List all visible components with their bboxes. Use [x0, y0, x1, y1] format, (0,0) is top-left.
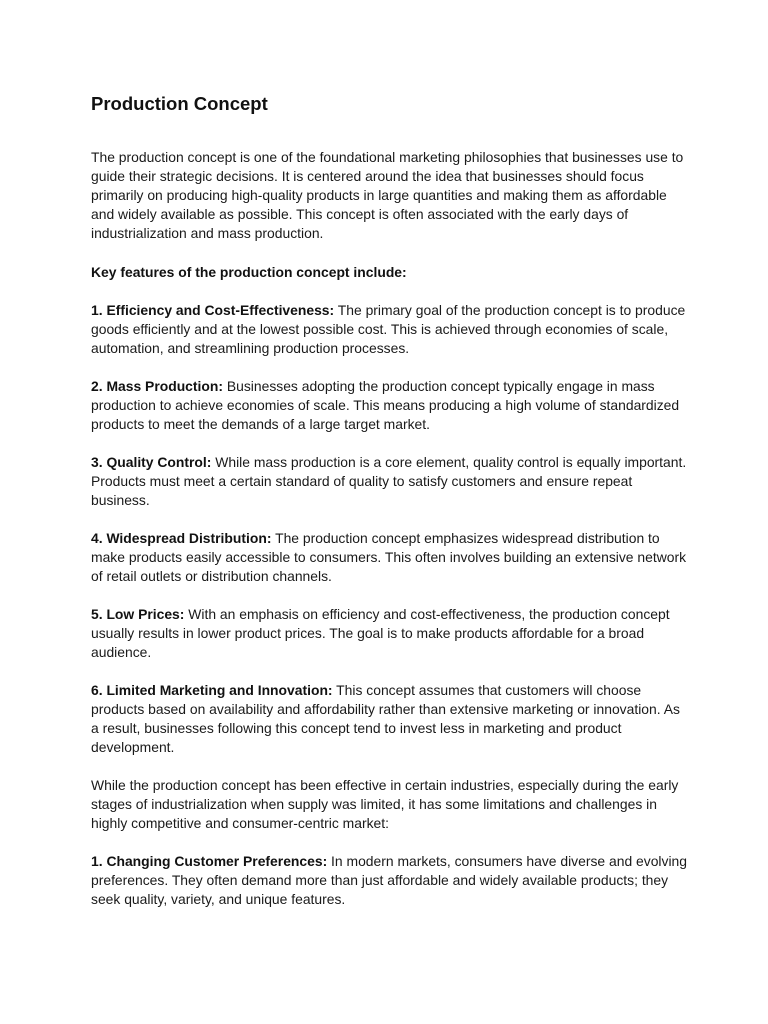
feature-item-efficiency	[91, 301, 688, 358]
feature-text: While mass production is a core element, quality control is equally important. Products must meet a certain standard of quality to satisfy customers and ensure repeat business.	[91, 454, 687, 508]
limitation-text: In modern markets, consumers have diverse and evolving preferences. They often demand more than just affordable and widely available products; they seek quality, variety, and unique features.	[91, 853, 687, 907]
limitations-paragraph: While the production concept has been effective in certain industries, especially during the early stages of industrialization when supply was limited, it has some limitations and challenges in highly competitive and consumer-centric market:	[91, 777, 679, 831]
feature-item-limited-marketing	[91, 681, 688, 757]
feature-text: The primary goal of the production concept is to produce goods efficiently and at the lowest possible cost. This is achieved through economies of scale, automation, and streamlining production processes.	[91, 302, 686, 356]
key-features-heading: Key features of the production concept include:	[91, 264, 407, 280]
feature-label: 2. Mass Production:	[91, 378, 223, 394]
feature-label: 6. Limited Marketing and Innovation:	[91, 682, 333, 698]
feature-label: 4. Widespread Distribution:	[91, 530, 272, 546]
feature-item-distribution	[91, 529, 688, 586]
feature-text: With an emphasis on efficiency and cost-effectiveness, the production concept usually results in lower product prices. The goal is to make products affordable for a broad audience.	[91, 606, 670, 660]
feature-label: 3. Quality Control:	[91, 454, 212, 470]
feature-text: Businesses adopting the production concept typically engage in mass production to achieve economies of scale. This means producing a high volume of standardized products to meet the demands of a large target market.	[91, 378, 680, 432]
feature-label: 5. Low Prices:	[91, 606, 185, 622]
limitation-item-customer-preferences	[91, 852, 688, 909]
feature-item-quality-control	[91, 453, 688, 510]
intro-paragraph: The production concept is one of the foundational marketing philosophies that businesses use to guide their strategic decisions. It is centered around the idea that businesses should focus primarily on producing high-quality products in large quantities and making them as affordable and widely available as possible. This concept is often associated with the early days of industrialization and mass production.	[91, 149, 684, 241]
page-title: Production Concept	[91, 93, 268, 114]
feature-item-mass-production	[91, 377, 688, 434]
feature-label: 1. Efficiency and Cost-Effectiveness:	[91, 302, 335, 318]
feature-text: The production concept emphasizes widespread distribution to make products easily accessible to consumers. This often involves building an extensive network of retail outlets or distribution channels.	[91, 530, 687, 584]
feature-item-low-prices	[91, 605, 688, 662]
limitation-label: 1. Changing Customer Preferences:	[91, 853, 328, 869]
feature-text: This concept assumes that customers will choose products based on availability and affordability rather than extensive marketing or innovation. As a result, businesses following this concept tend to invest less in marketing and product development.	[91, 682, 680, 755]
